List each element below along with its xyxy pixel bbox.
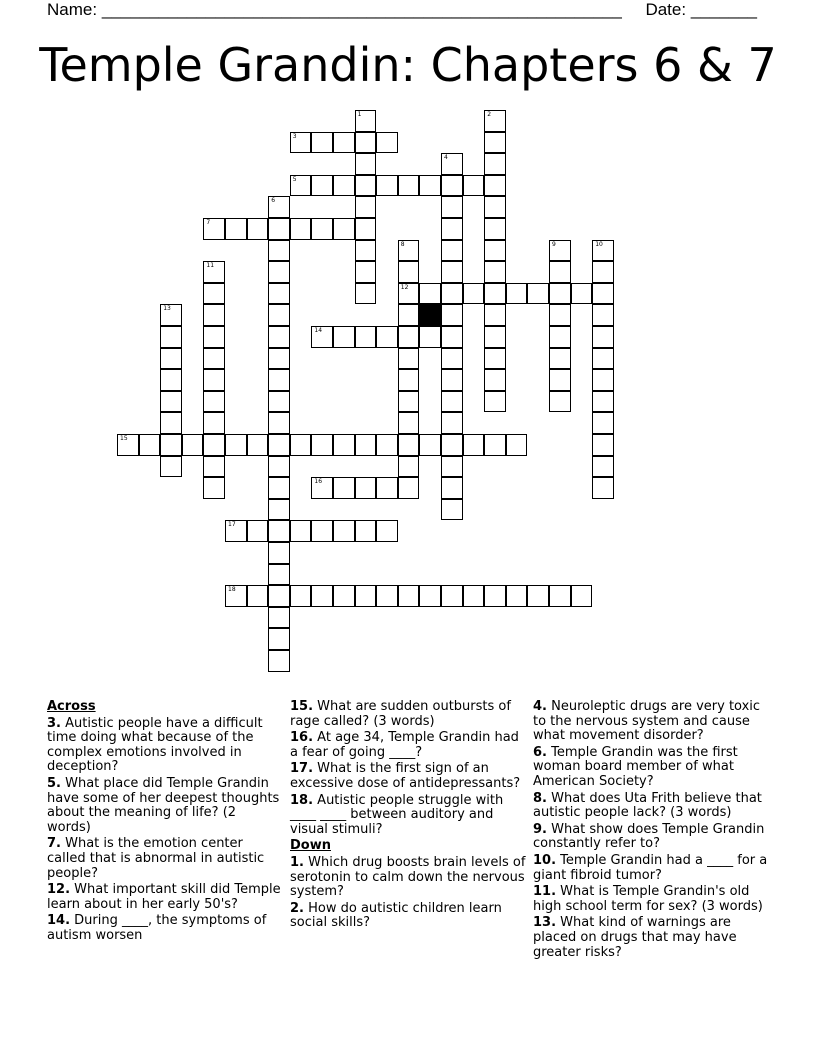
crossword-cell[interactable] xyxy=(225,218,247,240)
crossword-cell[interactable] xyxy=(398,369,420,391)
crossword-cell[interactable] xyxy=(225,585,247,607)
crossword-cell[interactable] xyxy=(484,434,506,456)
crossword-cell[interactable] xyxy=(311,477,333,499)
cell-number: 15 xyxy=(120,435,128,442)
crossword-cell[interactable] xyxy=(355,326,377,348)
crossword-cell[interactable] xyxy=(268,650,290,672)
crossword-cell[interactable] xyxy=(484,132,506,154)
crossword-cell[interactable] xyxy=(484,261,506,283)
crossword-cell[interactable] xyxy=(290,434,312,456)
crossword-cell[interactable] xyxy=(484,240,506,262)
crossword-cell[interactable] xyxy=(484,304,506,326)
crossword-cell[interactable] xyxy=(419,326,441,348)
crossword-cell[interactable] xyxy=(592,391,614,413)
crossword-cell[interactable] xyxy=(419,434,441,456)
clue-across-5: 5. What place did Temple Grandin have some of her deepest thoughts about the meaning of life? (2 words) xyxy=(47,775,280,835)
crossword-cell[interactable] xyxy=(290,132,312,154)
crossword-cell[interactable] xyxy=(484,110,506,132)
crossword-cell[interactable] xyxy=(333,175,355,197)
crossword-cell[interactable] xyxy=(592,348,614,370)
crossword-cell[interactable] xyxy=(355,196,377,218)
crossword-cell[interactable] xyxy=(268,564,290,586)
cell-number: 2 xyxy=(487,111,492,118)
crossword-cell[interactable] xyxy=(268,607,290,629)
clue-across-16: 16. At age 34, Temple Grandin had a fear of going ____? xyxy=(290,730,519,760)
crossword-cell[interactable] xyxy=(549,348,571,370)
crossword-cell[interactable] xyxy=(484,326,506,348)
crossword-cell[interactable] xyxy=(398,434,420,456)
crossword-cell[interactable] xyxy=(484,391,506,413)
crossword-cell[interactable] xyxy=(592,283,614,305)
crossword-cell[interactable] xyxy=(441,348,463,370)
crossword-cell[interactable] xyxy=(441,456,463,478)
clue-down-8: 8. What does Uta Frith believe that autistic people lack? (3 words) xyxy=(533,790,762,821)
crossword-cell[interactable] xyxy=(247,520,269,542)
crossword-cell[interactable] xyxy=(592,261,614,283)
crossword-cell[interactable] xyxy=(203,261,225,283)
crossword-cell[interactable] xyxy=(203,369,225,391)
crossword-cell[interactable] xyxy=(355,175,377,197)
clue-down-13: 13. What kind of warnings are placed on drugs that may have greater risks? xyxy=(533,915,737,960)
cell-number: 14 xyxy=(314,327,323,334)
crossword-cell[interactable] xyxy=(355,218,377,240)
across-heading: Across xyxy=(47,699,96,714)
crossword-cell[interactable] xyxy=(203,456,225,478)
crossword-cell[interactable] xyxy=(398,326,420,348)
crossword-cell[interactable] xyxy=(463,585,485,607)
crossword-cell[interactable] xyxy=(355,434,377,456)
cell-number: 1 xyxy=(357,111,362,118)
crossword-cell[interactable] xyxy=(484,196,506,218)
crossword-cell[interactable] xyxy=(268,261,290,283)
crossword-cell[interactable] xyxy=(592,412,614,434)
crossword-cell[interactable] xyxy=(506,585,528,607)
crossword-cell[interactable] xyxy=(441,153,463,175)
crossword-cell[interactable] xyxy=(592,369,614,391)
clue-across-3: 3. Autistic people have a difficult time doing what because of the complex emotions involved in deception? xyxy=(47,715,263,775)
crossword-cell[interactable] xyxy=(247,585,269,607)
crossword-cell[interactable] xyxy=(571,283,593,305)
crossword-cell[interactable] xyxy=(441,218,463,240)
crossword-cell[interactable] xyxy=(333,326,355,348)
crossword-cell[interactable] xyxy=(290,175,312,197)
crossword-cell[interactable] xyxy=(484,175,506,197)
crossword-cell[interactable] xyxy=(268,434,290,456)
crossword-cell[interactable] xyxy=(398,261,420,283)
clue-down-2: 2. How do autistic children learn social skills? xyxy=(290,900,502,931)
crossword-cell[interactable] xyxy=(268,520,290,542)
cell-number: 13 xyxy=(163,305,171,313)
cell-number: 6 xyxy=(271,197,276,205)
clue-across-18: 18. Autistic people struggle with ____ ____ between auditory and visual stimuli? xyxy=(290,792,504,837)
crossword-cell[interactable] xyxy=(441,585,463,607)
crossword-cell[interactable] xyxy=(311,520,333,542)
crossword-cell[interactable] xyxy=(203,218,225,240)
crossword-cell[interactable] xyxy=(333,218,355,240)
crossword-cell[interactable] xyxy=(484,369,506,391)
cell-number: 8 xyxy=(400,240,405,248)
clues-column-2 xyxy=(290,700,526,933)
cell-number: 18 xyxy=(228,586,236,594)
crossword-cell[interactable] xyxy=(268,218,290,240)
crossword-cell[interactable] xyxy=(268,628,290,650)
crossword-cell[interactable] xyxy=(441,304,463,326)
crossword-cell[interactable] xyxy=(203,326,225,348)
crossword-cell[interactable] xyxy=(311,585,333,607)
crossword-cell[interactable] xyxy=(268,456,290,478)
cell-number: 11 xyxy=(206,262,215,270)
crossword-cell[interactable] xyxy=(441,477,463,499)
crossword-cell[interactable] xyxy=(571,585,593,607)
name-label: Name: xyxy=(47,0,98,19)
crossword-cell[interactable] xyxy=(441,499,463,521)
crossword-cell[interactable] xyxy=(290,520,312,542)
crossword-cell[interactable] xyxy=(441,434,463,456)
crossword-cell[interactable] xyxy=(592,240,614,262)
crossword-cell[interactable] xyxy=(484,153,506,175)
crossword-cell[interactable] xyxy=(182,434,204,456)
crossword-cell[interactable] xyxy=(268,391,290,413)
crossword-cell[interactable] xyxy=(203,434,225,456)
crossword-cell[interactable] xyxy=(139,434,161,456)
clue-down-10: 10. Temple Grandin had a ____ for a giant fibroid tumor? xyxy=(533,852,768,883)
crossword-cell[interactable] xyxy=(268,240,290,262)
crossword-cell[interactable] xyxy=(441,283,463,305)
crossword-cell[interactable] xyxy=(290,218,312,240)
crossword-cell[interactable] xyxy=(463,175,485,197)
crossword-cell[interactable] xyxy=(203,477,225,499)
crossword-cell[interactable] xyxy=(376,175,398,197)
crossword-cell[interactable] xyxy=(268,499,290,521)
crossword-cell[interactable] xyxy=(398,240,420,262)
crossword-cell[interactable] xyxy=(225,520,247,542)
crossword-cell[interactable] xyxy=(333,132,355,154)
crossword-cell[interactable] xyxy=(506,434,528,456)
clue-across-14: 14. During ____, the symptoms of autism worsen xyxy=(47,913,267,943)
crossword-cell[interactable] xyxy=(549,240,571,262)
crossword-cell[interactable] xyxy=(441,369,463,391)
crossword-cell[interactable] xyxy=(311,175,333,197)
crossword-cell[interactable] xyxy=(549,304,571,326)
crossword-cell[interactable] xyxy=(268,283,290,305)
crossword-cell[interactable] xyxy=(398,585,420,607)
crossword-cell[interactable] xyxy=(333,585,355,607)
crossword-cell[interactable] xyxy=(160,434,182,456)
crossword-cell[interactable] xyxy=(398,391,420,413)
crossword-cell[interactable] xyxy=(311,132,333,154)
crossword-cell[interactable] xyxy=(247,434,269,456)
clue-across-12: 12. What important skill did Temple learn about in her early 50's? xyxy=(47,882,281,912)
cell-number: 16 xyxy=(314,478,323,486)
crossword-cell[interactable] xyxy=(203,283,225,305)
crossword-cell[interactable] xyxy=(268,196,290,218)
crossword-cell[interactable] xyxy=(441,175,463,197)
crossword-cell[interactable] xyxy=(376,132,398,154)
crossword-cell[interactable] xyxy=(268,348,290,370)
cell-number: 9 xyxy=(552,240,556,248)
crossword-cell[interactable] xyxy=(355,477,377,499)
crossword-cell[interactable] xyxy=(441,412,463,434)
cell-number: 17 xyxy=(228,521,236,529)
crossword-cell[interactable] xyxy=(484,348,506,370)
crossword-cell[interactable] xyxy=(333,434,355,456)
crossword-cell[interactable] xyxy=(311,434,333,456)
crossword-cell[interactable] xyxy=(355,261,377,283)
cell-number: 4 xyxy=(444,154,448,162)
crossword-cell[interactable] xyxy=(268,369,290,391)
crossword-cell[interactable] xyxy=(160,326,182,348)
clue-down-6: 6. Temple Grandin was the first woman board member of what American Society? xyxy=(533,744,738,789)
crossword-cell[interactable] xyxy=(160,348,182,370)
crossword-cell[interactable] xyxy=(506,283,528,305)
crossword-cell[interactable] xyxy=(549,326,571,348)
clue-across-17: 17. What is the first sign of an excessive dose of antidepressants? xyxy=(290,761,521,791)
crossword-cell[interactable] xyxy=(527,585,549,607)
crossword-cell[interactable] xyxy=(398,477,420,499)
cell-number: 10 xyxy=(595,240,603,248)
crossword-cell[interactable] xyxy=(549,283,571,305)
crossword-cell[interactable] xyxy=(398,412,420,434)
crossword-cell[interactable] xyxy=(592,434,614,456)
clues-column-3 xyxy=(533,700,769,962)
crossword-cell[interactable] xyxy=(398,304,420,326)
clue-across-7: 7. What is the emotion center called that is abnormal in autistic people? xyxy=(47,836,265,881)
crossword-cell[interactable] xyxy=(549,391,571,413)
crossword-cell[interactable] xyxy=(376,326,398,348)
crossword-cell[interactable] xyxy=(203,348,225,370)
crossword-cell[interactable] xyxy=(463,434,485,456)
crossword-cell[interactable] xyxy=(333,520,355,542)
crossword-cell[interactable] xyxy=(592,304,614,326)
crossword-cell[interactable] xyxy=(549,261,571,283)
crossword-cell[interactable] xyxy=(268,326,290,348)
crossword-cell[interactable] xyxy=(419,585,441,607)
crossword-cell[interactable] xyxy=(160,456,182,478)
crossword-cell[interactable] xyxy=(225,434,247,456)
crossword-cell[interactable] xyxy=(592,477,614,499)
crossword-cell[interactable] xyxy=(203,412,225,434)
cell-number: 7 xyxy=(206,219,211,226)
crossword-cell[interactable] xyxy=(355,283,377,305)
crossword-cell[interactable] xyxy=(398,283,420,305)
crossword-cell[interactable] xyxy=(160,412,182,434)
crossword-cell[interactable] xyxy=(398,175,420,197)
crossword-cell[interactable] xyxy=(290,585,312,607)
crossword-cell[interactable] xyxy=(441,391,463,413)
crossword-cell[interactable] xyxy=(311,218,333,240)
crossword-cell[interactable] xyxy=(441,196,463,218)
crossword-cell[interactable] xyxy=(203,391,225,413)
crossword-cell[interactable] xyxy=(376,434,398,456)
date-label: Date: xyxy=(645,0,687,19)
crossword-cell[interactable] xyxy=(247,218,269,240)
crossword-cell[interactable] xyxy=(484,218,506,240)
crossword-cell[interactable] xyxy=(484,585,506,607)
crossword-cell[interactable] xyxy=(355,110,377,132)
crossword-cell[interactable] xyxy=(355,520,377,542)
crossword-cell[interactable] xyxy=(398,456,420,478)
crossword-cell[interactable] xyxy=(592,456,614,478)
crossword-cell[interactable] xyxy=(160,391,182,413)
crossword-cell[interactable] xyxy=(376,520,398,542)
crossword-cell[interactable] xyxy=(376,477,398,499)
crossword-cell[interactable] xyxy=(117,434,139,456)
crossword-cell[interactable] xyxy=(268,542,290,564)
crossword-cell[interactable] xyxy=(484,283,506,305)
crossword-cell[interactable] xyxy=(398,348,420,370)
crossword-cell[interactable] xyxy=(419,283,441,305)
clue-down-11: 11. What is Temple Grandin's old high school term for sex? (3 words) xyxy=(533,884,763,914)
crossword-cell[interactable] xyxy=(592,326,614,348)
crossword-cell[interactable] xyxy=(463,283,485,305)
clue-down-1: 1. Which drug boosts brain levels of serotonin to calm down the nervous system? xyxy=(290,854,526,900)
crossword-cell[interactable] xyxy=(160,304,182,326)
crossword-cell[interactable] xyxy=(376,585,398,607)
crossword-cell[interactable] xyxy=(268,304,290,326)
crossword-cell[interactable] xyxy=(203,304,225,326)
crossword-cell[interactable] xyxy=(549,369,571,391)
crossword-cell[interactable] xyxy=(527,283,549,305)
crossword-cell[interactable] xyxy=(355,153,377,175)
cell-number: 5 xyxy=(292,175,297,183)
crossword-cell[interactable] xyxy=(268,477,290,499)
clue-across-15: 15. What are sudden outbursts of rage called? (3 words) xyxy=(290,699,511,729)
crossword-cell[interactable] xyxy=(549,585,571,607)
crossword-cell[interactable] xyxy=(311,326,333,348)
cell-number: 3 xyxy=(292,132,297,140)
crossword-cell[interactable] xyxy=(441,240,463,262)
crossword-cell[interactable] xyxy=(355,132,377,154)
date-blank[interactable]: _______ xyxy=(690,0,758,19)
down-heading: Down xyxy=(290,838,331,854)
name-blank[interactable]: _______________________________________________________ xyxy=(101,0,622,19)
clue-down-4: 4. Neuroleptic drugs are very toxic to the nervous system and cause what movement disorder? xyxy=(533,699,761,744)
crossword-cell[interactable] xyxy=(268,585,290,607)
clue-down-9: 9. What show does Temple Grandin constantly refer to? xyxy=(533,821,765,852)
crossword-cell[interactable] xyxy=(333,477,355,499)
crossword-cell[interactable] xyxy=(419,175,441,197)
clues-column-1 xyxy=(47,700,283,946)
crossword-cell[interactable] xyxy=(355,240,377,262)
cell-number: 12 xyxy=(400,283,409,291)
crossword-cell[interactable] xyxy=(355,585,377,607)
crossword-cell[interactable] xyxy=(268,412,290,434)
crossword-cell[interactable] xyxy=(441,326,463,348)
crossword-cell[interactable] xyxy=(441,261,463,283)
page-title: Temple Grandin: Chapters 6 & 7 xyxy=(39,38,777,92)
crossword-cell[interactable] xyxy=(160,369,182,391)
black-square xyxy=(419,304,441,326)
